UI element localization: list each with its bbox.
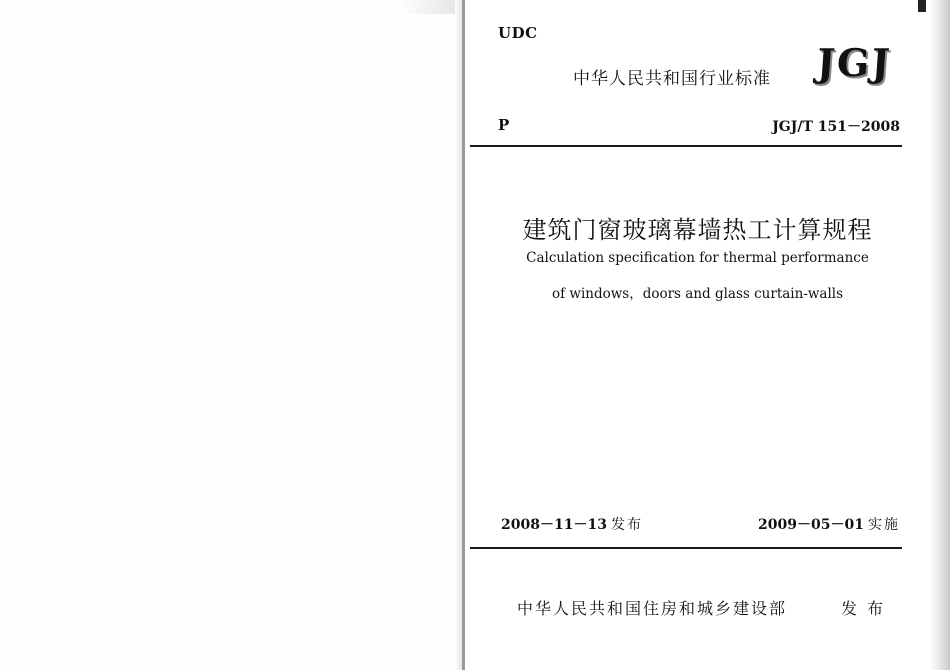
publisher-name: 中华人民共和国住房和城乡建设部	[517, 599, 788, 618]
standard-category: 中华人民共和国行业标准	[573, 69, 771, 89]
issue-word: 发布	[611, 517, 643, 533]
classification-label: P	[498, 116, 510, 134]
jgj-logo: JGJ	[815, 40, 893, 85]
page-right-edge	[930, 0, 950, 670]
udc-label: UDC	[498, 24, 538, 42]
blank-left-page	[0, 0, 462, 670]
implementation-date: 2009－05－01	[758, 517, 864, 533]
scan-smudge	[400, 0, 460, 14]
top-rule-divider	[470, 145, 902, 147]
document-title-en-line2: of windows，doors and glass curtain-walls	[551, 286, 844, 302]
standard-code: JGJ/T 151－2008	[772, 119, 900, 135]
publish-word: 发布	[841, 599, 894, 618]
standard-cover	[465, 0, 930, 670]
issue-date: 2008－11－13	[501, 517, 607, 533]
bottom-rule-divider	[470, 547, 902, 549]
implementation-word: 实施	[868, 517, 900, 533]
document-title-cn: 建筑门窗玻璃幕墙热工计算规程	[522, 216, 873, 244]
document-title-en-line1: Calculation specification for thermal performance	[526, 250, 869, 266]
